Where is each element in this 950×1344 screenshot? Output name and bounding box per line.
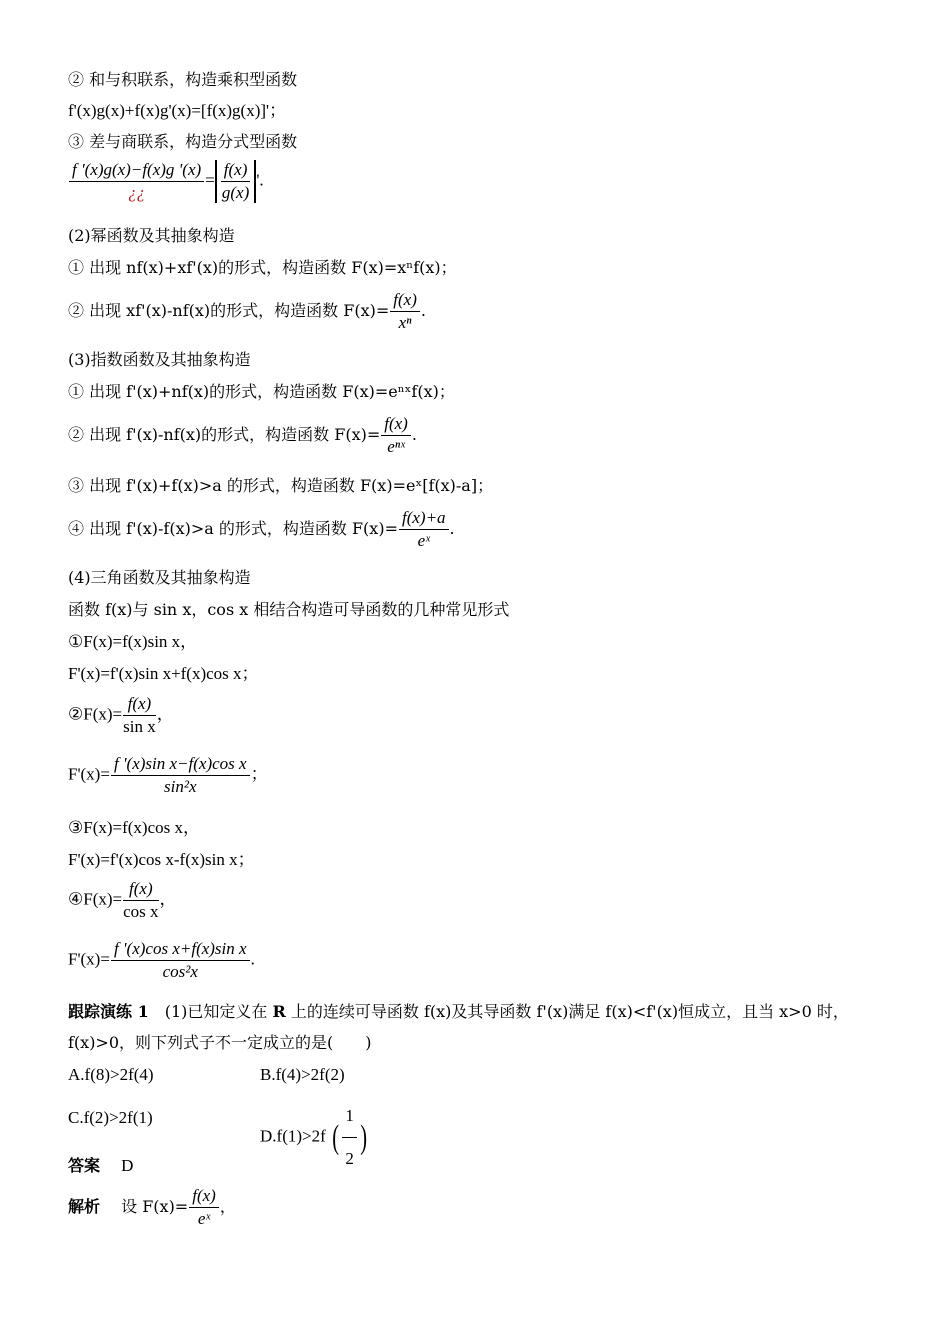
formula-line: ② 出现 f'(x)-nf(x)的形式，构造函数 F(x)= $\frac{f(x)}{\text{eⁿˣ}}$ . <box>68 414 417 456</box>
formula-line: ④F(x)= $\frac{f(x)}{\text{cos x}}$ ， <box>68 879 177 921</box>
exercise-line: f(x)>0，则下列式子不一定成立的是( ) <box>68 1033 372 1052</box>
formula-line: F'(x)= $\frac{\text{f '(x)cos x+f(x)sin x}}{\text{cos²x}}$ . <box>68 939 255 981</box>
formula-line: ③F(x)=f(x)cos x， <box>68 818 200 837</box>
formula-line: ①F(x)=f(x)sin x， <box>68 632 198 651</box>
text-line: ③ 出现 f'(x)+f(x)>a 的形式，构造函数 F(x)=eˣ[f(x)-a]； <box>68 476 494 495</box>
text-line: ③ 差与商联系，构造分式型函数 <box>68 132 298 151</box>
exercise-line: 跟踪演练 1 (1)已知定义在 R 上的连续可导函数 f(x)及其导函数 f'(x)满足 f(x)<f'(x)恒成立，且当 x>0 时， <box>68 1002 849 1021</box>
formula-line: F'(x)=f'(x)cos x-f(x)sin x； <box>68 850 255 869</box>
section-heading: (4)三角函数及其抽象构造 <box>68 568 251 587</box>
section-heading: (2)幂函数及其抽象构造 <box>68 226 235 245</box>
formula-line: ②F(x)= $\frac{f(x)}{\text{sin x}}$ ， <box>68 694 174 736</box>
formula-line: ④ 出现 f'(x)-f(x)>a 的形式，构造函数 F(x)= $\frac{f(x)+a}{\text{eˣ}}$ . <box>68 508 455 550</box>
option-a: A.f(8)>2f(4) <box>68 1065 154 1084</box>
formula-line: F'(x)=f'(x)sin x+f(x)cos x； <box>68 664 259 683</box>
option-c: C.f(2)>2f(1) <box>68 1108 153 1127</box>
text-line: ① 出现 f'(x)+nf(x)的形式，构造函数 F(x)=eⁿˣf(x)； <box>68 382 455 401</box>
answer-line: 答案 D <box>68 1156 134 1175</box>
section-heading: (3)指数函数及其抽象构造 <box>68 350 251 369</box>
formula-line: f'(x)g(x)+f(x)g'(x)=[f(x)g(x)]'； <box>68 101 287 120</box>
text-line: ② 和与积联系，构造乘积型函数 <box>68 70 298 89</box>
option-d: D.f(1)>2f ( $\frac{1}{2}$ ) <box>260 1096 369 1179</box>
text-line: ① 出现 nf(x)+xf'(x)的形式，构造函数 F(x)=xⁿf(x)； <box>68 258 457 277</box>
solution-line: 解析 设 F(x)= $\frac{f(x)}{\text{eˣ}}$ ， <box>68 1186 236 1228</box>
formula-line: ② 出现 xf'(x)-nf(x)的形式，构造函数 F(x)= $\frac{f(x)}{\text{xⁿ}}$ . <box>68 290 426 332</box>
formula-line: F'(x)= $\frac{\text{f '(x)sin x−f(x)cos x}}{\text{sin²x}}$ ； <box>68 754 268 796</box>
option-b: B.f(4)>2f(2) <box>260 1065 345 1084</box>
formula-quotient: $\frac{f '(x)g(x)-f(x)g '(x)}{¿¿}$ = $\frac{f(x)}{g(x)}$ '. <box>68 160 264 203</box>
text-line: 函数 f(x)与 sin x，cos x 相结合构造可导函数的几种常见形式 <box>68 600 510 619</box>
